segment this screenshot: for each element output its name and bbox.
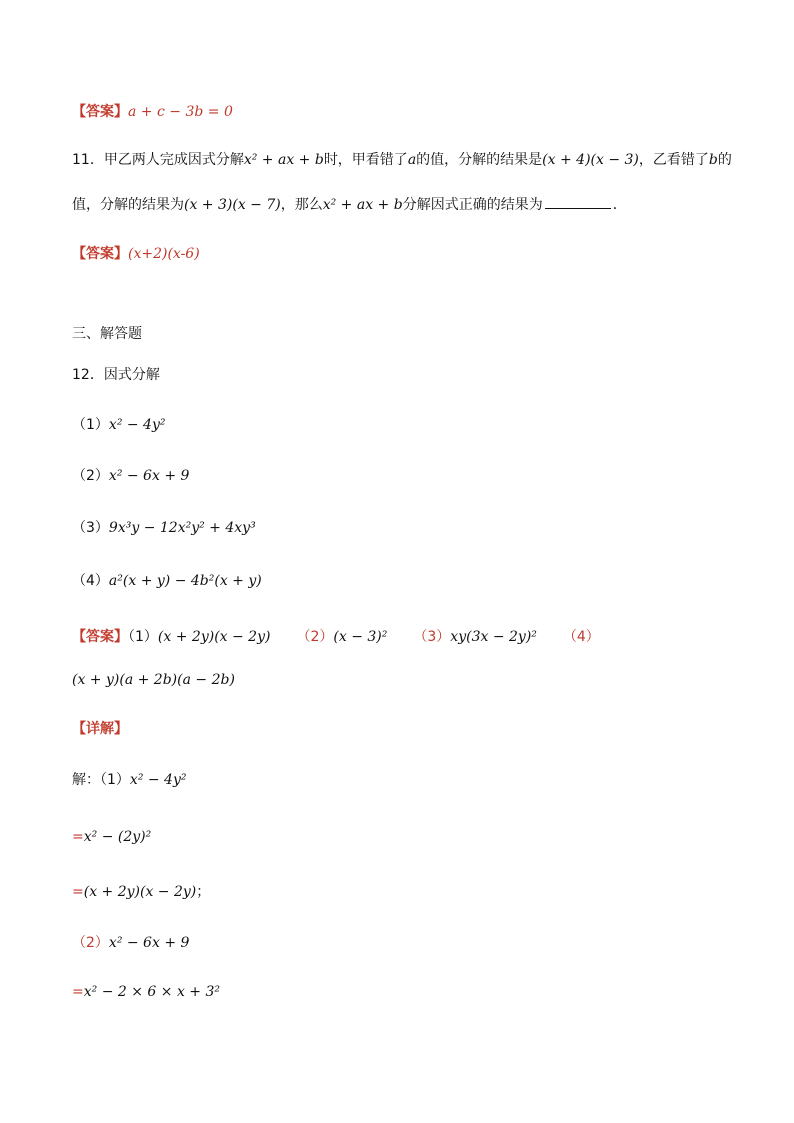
- item-label: （2）: [72, 468, 109, 484]
- math-expression: (x + 3)(x − 7): [184, 197, 281, 213]
- answer-expression: (x − 3)²: [333, 629, 388, 645]
- question-12-answer-line-1: [72, 627, 600, 647]
- question-11-line-1: [72, 150, 732, 170]
- step-suffix: ；: [196, 884, 211, 900]
- answer-expression: (x + 2y)(x − 2y): [157, 629, 271, 645]
- question-text: 分解因式正确的结果为: [402, 197, 543, 213]
- step-prefix: =: [72, 984, 84, 1000]
- detail-tag: 【详解】: [72, 721, 128, 737]
- answer-expression: (x+2)(x-6): [128, 246, 200, 262]
- answer-expression: xy(3x − 2y)²: [450, 629, 537, 645]
- question-12-item: [72, 415, 166, 435]
- solution-step: [72, 982, 220, 1002]
- math-expression: a²(x + y) − 4b²(x + y): [108, 573, 262, 589]
- math-expression: x² − 2 × 6 × x + 3²: [83, 984, 220, 1000]
- item-label: （1）: [72, 417, 109, 433]
- item-label: （4）: [72, 573, 109, 589]
- prev-answer-line: [72, 102, 233, 122]
- step-prefix: 解：（1）: [72, 772, 130, 788]
- question-12-item: [72, 466, 189, 486]
- math-variable: a: [407, 152, 417, 168]
- math-expression: x² + ax + b: [322, 197, 403, 213]
- math-expression: x² + ax + b: [243, 152, 324, 168]
- question-12-item: [72, 518, 256, 538]
- math-expression: x² − 4y²: [108, 417, 166, 433]
- question-text: ，那么: [280, 197, 323, 213]
- section-heading: 三、解答题: [72, 326, 142, 342]
- answer-blank: [545, 194, 611, 209]
- step-prefix: =: [72, 884, 84, 900]
- math-expression: x² − (2y)²: [83, 829, 152, 845]
- math-expression: x² − 4y²: [129, 772, 187, 788]
- question-12-title: 12．因式分解: [72, 367, 160, 383]
- question-text: 的值，分解的结果是: [416, 152, 543, 168]
- question-text: 11．甲乙两人完成因式分解: [72, 152, 244, 168]
- question-12-answer-line-2: [72, 670, 235, 690]
- answer-expression: (x + y)(a + 2b)(a − 2b): [72, 672, 235, 688]
- question-11-line-2: [72, 194, 627, 215]
- solution-step: [72, 933, 189, 953]
- math-expression: (x + 4)(x − 3): [542, 152, 639, 168]
- answer-expression: a + c − 3b = 0: [128, 104, 233, 120]
- step-prefix: （2）: [72, 935, 109, 951]
- question-text: 的: [717, 152, 732, 168]
- answer-label: （4）: [562, 629, 600, 645]
- math-expression: x² − 6x + 9: [108, 468, 190, 484]
- math-variable: b: [708, 152, 718, 168]
- answer-tag: 【答案】: [72, 246, 128, 262]
- question-11-answer: [72, 244, 200, 264]
- item-label: （3）: [72, 520, 109, 536]
- solution-step: [72, 827, 151, 847]
- answer-label: （3）: [413, 629, 451, 645]
- solution-step: [72, 770, 187, 790]
- step-prefix: =: [72, 829, 84, 845]
- answer-label: （1）: [128, 629, 158, 645]
- detail-heading: [72, 719, 128, 739]
- math-expression: x² − 6x + 9: [108, 935, 190, 951]
- math-expression: 9x³y − 12x²y² + 4xy³: [108, 520, 256, 536]
- question-text: 值，分解的结果为: [72, 197, 184, 213]
- question-text: ．: [612, 197, 627, 213]
- answer-tag: 【答案】: [72, 629, 128, 645]
- question-text: 时，甲看错了: [323, 152, 408, 168]
- answer-label: （2）: [296, 629, 334, 645]
- answer-tag: 【答案】: [72, 104, 128, 120]
- question-12-item: [72, 571, 262, 591]
- math-expression: (x + 2y)(x − 2y): [83, 884, 197, 900]
- solution-step: [72, 882, 210, 902]
- question-text: ，乙看错了: [638, 152, 709, 168]
